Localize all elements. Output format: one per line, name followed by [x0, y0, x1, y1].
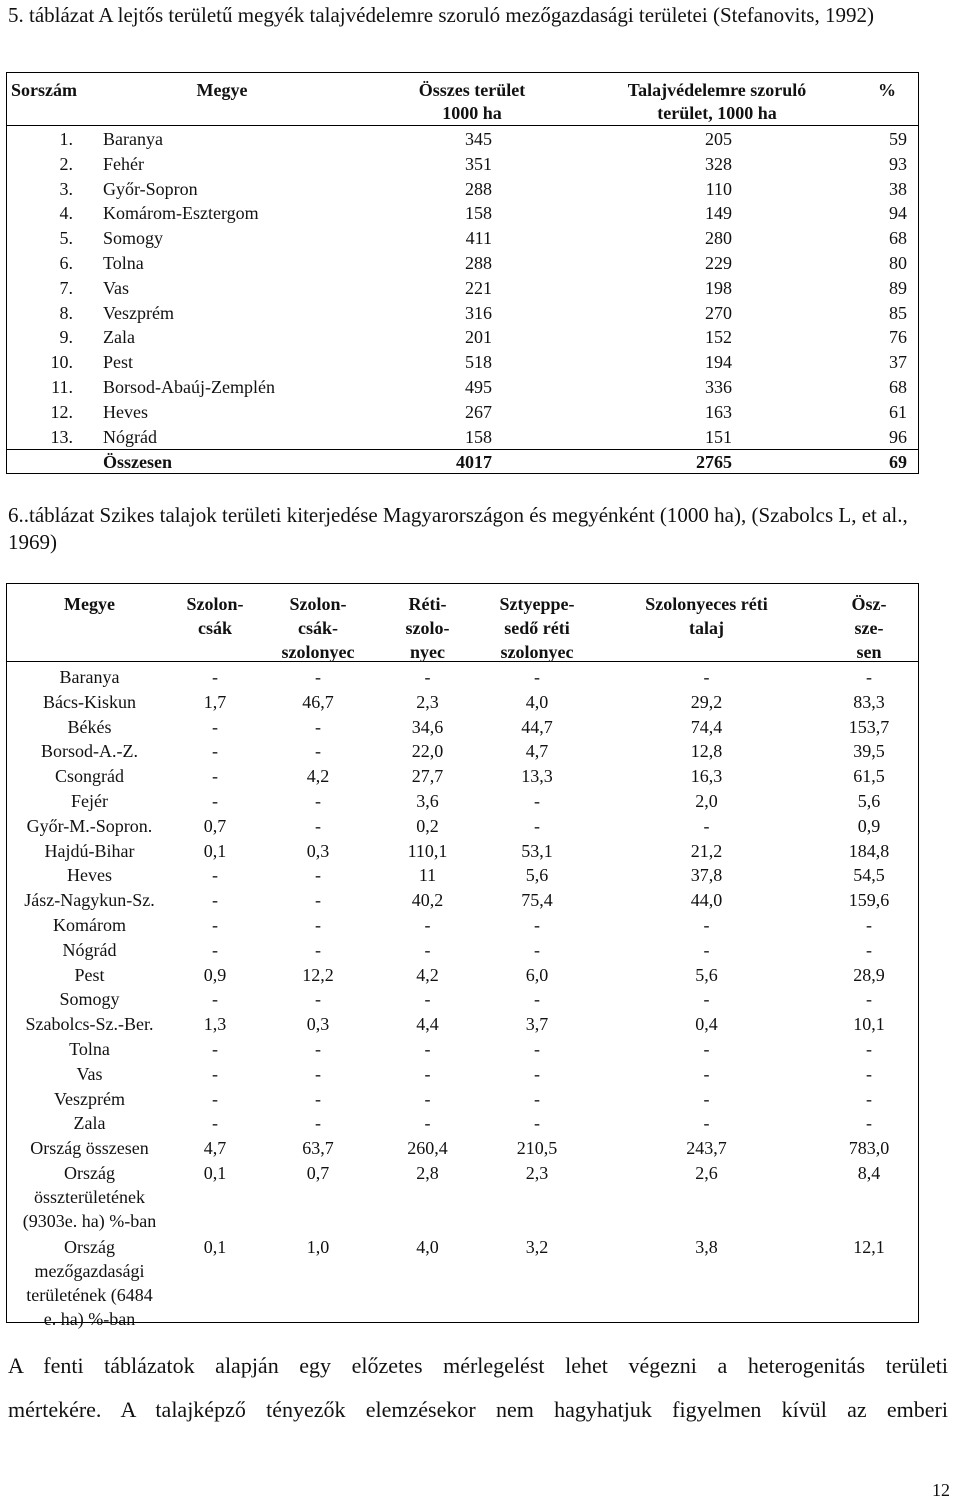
table-row: [7, 987, 918, 1011]
cell-protect: 328: [705, 153, 732, 174]
cell-county: Szabolcs-Sz.-Ber.: [25, 1014, 154, 1035]
cell-value: -: [212, 939, 218, 960]
cell-value: -: [866, 915, 872, 935]
cell-no: 10.: [50, 352, 73, 373]
table-row: [7, 764, 918, 788]
table2: [6, 583, 919, 1330]
cell-value: 110,1: [407, 840, 448, 861]
table-row: [7, 913, 918, 937]
cell-value: -: [534, 915, 540, 935]
cell-value: 0,9: [203, 964, 227, 985]
table-row: [7, 1235, 918, 1331]
cell-county: Somogy: [103, 228, 164, 249]
header-cell: Megye: [64, 594, 115, 614]
cell-county: Bács-Kiskun: [43, 691, 136, 712]
cell-county: Győr-M.-Sopron.: [26, 815, 153, 836]
cell-value: 12,8: [690, 741, 723, 762]
cell-county: Veszprém: [54, 1088, 125, 1109]
cell-value: -: [315, 890, 321, 911]
cell-value: 63,7: [302, 1138, 334, 1159]
cell-value: -: [534, 815, 540, 836]
table-row: [7, 963, 918, 987]
cell-value: 2,8: [416, 1163, 439, 1183]
cell-value: -: [212, 716, 218, 737]
cell-value: 3,2: [525, 1237, 549, 1258]
cell-value: 37,8: [690, 865, 723, 886]
header-cell: Szolon- csák: [186, 594, 244, 638]
header-protect: Talajvédelemre szoruló terület, 1000 ha: [627, 80, 807, 123]
table-row: [7, 690, 918, 714]
cell-value: 0,1: [203, 1163, 227, 1183]
cell-value: 53,1: [521, 840, 553, 861]
cell-no: 3.: [59, 178, 73, 199]
cell-value: -: [315, 1113, 321, 1134]
cell-value: -: [315, 1039, 321, 1059]
cell-value: 4,7: [525, 741, 549, 762]
cell-value: 2,3: [525, 1163, 549, 1183]
cell-value: -: [212, 1063, 218, 1084]
cell-value: 46,7: [302, 691, 334, 712]
cell-protect: 110: [705, 178, 732, 199]
cell-county: Csongrád: [55, 766, 124, 787]
cell-value: -: [703, 667, 710, 687]
cell-no: 11.: [51, 377, 73, 397]
cell-value: -: [212, 667, 218, 687]
cell-value: -: [866, 1039, 872, 1059]
cell-value: -: [424, 1088, 431, 1109]
cell-value: 0,1: [203, 1237, 227, 1258]
cell-no: 7.: [59, 277, 73, 298]
cell-value: -: [424, 667, 431, 687]
header-cell: Szolon- csák- szolonyec: [281, 594, 355, 662]
cell-pct: 85: [889, 302, 907, 323]
cell-value: 40,2: [411, 890, 444, 911]
cell-value: -: [315, 1063, 321, 1084]
cell-county: Zala: [103, 327, 135, 348]
cell-pct: 61: [889, 401, 907, 422]
cell-value: -: [703, 1039, 710, 1059]
table-row: [7, 863, 918, 887]
table-row: [7, 201, 918, 226]
table-row: [7, 226, 918, 251]
table-row: [7, 1111, 918, 1135]
cell-pct: 76: [889, 327, 907, 348]
cell-county: Veszprém: [103, 302, 174, 323]
table1: [6, 72, 919, 474]
paragraph-line-2: mértekére. A talajképző tényezők elemzésekor nem hagyhatjuk figyelmen kívül az emberi: [8, 1397, 948, 1422]
cell-county: Heves: [67, 865, 112, 886]
cell-value: 4,0: [525, 691, 549, 712]
cell-value: 12,1: [853, 1237, 885, 1258]
cell-value: -: [534, 667, 540, 687]
cell-area: 495: [465, 377, 492, 397]
cell-value: 75,4: [521, 890, 553, 911]
table1-header: [7, 73, 918, 126]
cell-value: -: [866, 1113, 872, 1134]
cell-value: -: [315, 1088, 321, 1109]
cell-value: -: [866, 1088, 872, 1109]
cell-value: 1,7: [203, 691, 227, 712]
cell-value: -: [212, 989, 218, 1010]
cell-value: 0,7: [203, 815, 227, 836]
cell-county: Borsod-A.-Z.: [41, 741, 138, 762]
cell-pct: 68: [889, 228, 907, 249]
cell-no: 13.: [50, 426, 73, 447]
cell-area: 288: [465, 178, 492, 199]
cell-value: -: [866, 1063, 872, 1084]
cell-value: 44,7: [521, 716, 553, 737]
cell-area: 158: [465, 426, 492, 447]
cell-area: 411: [465, 228, 492, 249]
cell-value: -: [212, 915, 218, 935]
cell-county: Pest: [103, 352, 134, 373]
cell-value: 5,6: [695, 964, 718, 985]
cell-value: -: [424, 1063, 431, 1084]
cell-protect: 205: [705, 129, 732, 149]
table-row: [7, 1161, 918, 1233]
cell-no: 9.: [59, 327, 73, 348]
table2-header: [7, 584, 918, 662]
cell-area: 288: [465, 253, 492, 273]
cell-value: -: [534, 939, 540, 960]
cell-value: 159,6: [848, 890, 890, 911]
cell-value: 27,7: [411, 766, 444, 787]
cell-value: 28,9: [853, 964, 885, 985]
cell-protect: 229: [705, 253, 732, 273]
cell-county: Borsod-Abaúj-Zemplén: [103, 377, 275, 397]
cell-value: 54,5: [853, 865, 885, 886]
total-area: 4017: [456, 452, 492, 472]
cell-pct: 59: [889, 129, 907, 149]
cell-value: -: [212, 791, 218, 811]
cell-protect: 152: [705, 327, 732, 348]
cell-value: 29,2: [690, 691, 723, 712]
table-row: [7, 814, 918, 838]
cell-county: Ország összesen: [30, 1138, 149, 1159]
table-row: [7, 1087, 918, 1111]
cell-area: 267: [465, 401, 492, 422]
cell-no: 8.: [59, 302, 73, 323]
cell-value: 783,0: [848, 1138, 890, 1159]
cell-protect: 149: [705, 203, 732, 224]
header-cell: Szolonyeces réti talaj: [645, 594, 768, 638]
cell-value: 5,6: [857, 791, 881, 811]
cell-protect: 280: [705, 228, 732, 249]
cell-value: 0,4: [695, 1014, 718, 1035]
cell-value: 13,3: [521, 766, 553, 787]
cell-value: 8,4: [857, 1163, 881, 1183]
cell-value: -: [212, 1039, 218, 1059]
table-row: [7, 325, 918, 350]
table-row: [7, 127, 918, 152]
cell-area: 316: [465, 302, 492, 323]
cell-pct: 89: [889, 277, 907, 298]
cell-value: -: [866, 989, 872, 1010]
cell-county: Győr-Sopron: [103, 178, 198, 199]
cell-value: 34,6: [411, 716, 444, 737]
table-row: [7, 789, 918, 813]
header-cell: Réti- szolo- nyec: [405, 594, 450, 662]
cell-value: -: [315, 989, 321, 1010]
table-row: [7, 739, 918, 763]
cell-value: 11: [418, 865, 437, 886]
cell-value: 260,4: [407, 1138, 448, 1159]
total-label: Összesen: [103, 452, 172, 472]
cell-pct: 94: [889, 203, 907, 224]
table-row: [7, 251, 918, 276]
cell-no: 12.: [50, 401, 73, 422]
cell-value: 2,0: [695, 791, 718, 811]
table-row: [7, 152, 918, 177]
cell-value: -: [424, 1113, 431, 1134]
cell-value: 243,7: [686, 1138, 727, 1159]
cell-protect: 151: [705, 426, 732, 447]
table-row: [7, 276, 918, 301]
cell-value: 153,7: [848, 716, 890, 737]
table-row: [7, 1136, 918, 1160]
total-pct: 69: [889, 452, 907, 472]
table2-caption: 6..táblázat Szikes talajok területi kiterjedése Magyarországon és megyénként (1000 ha), (Szabolcs L, et al., 1969): [8, 503, 908, 554]
cell-county: Ország összterületének (9303e. ha) %-ban: [22, 1163, 157, 1231]
cell-value: -: [424, 939, 431, 960]
cell-county: Komárom: [53, 915, 126, 935]
cell-value: -: [315, 741, 321, 762]
header-county: Megye: [196, 80, 248, 100]
cell-value: 39,5: [853, 741, 885, 762]
cell-county: Vas: [76, 1063, 103, 1084]
table-row: [7, 1037, 918, 1061]
cell-value: 83,3: [853, 691, 885, 712]
cell-pct: 96: [889, 426, 907, 447]
cell-value: -: [424, 1039, 431, 1059]
cell-value: -: [212, 865, 218, 886]
total-protect: 2765: [696, 452, 732, 472]
page-number: 12: [932, 1480, 950, 1500]
cell-county: Zala: [73, 1113, 106, 1134]
cell-no: 4.: [59, 203, 73, 224]
cell-area: 158: [465, 203, 492, 224]
cell-county: Vas: [103, 277, 129, 298]
cell-area: 351: [465, 153, 492, 174]
cell-value: -: [315, 791, 321, 811]
cell-value: -: [424, 989, 431, 1010]
cell-value: -: [703, 915, 710, 935]
cell-protect: 198: [705, 277, 732, 298]
cell-protect: 194: [705, 352, 732, 373]
cell-value: 3,8: [695, 1237, 718, 1258]
cell-county: Komárom-Esztergom: [103, 203, 259, 224]
cell-value: -: [866, 667, 872, 687]
cell-value: 12,2: [302, 964, 334, 985]
table-row: [7, 350, 918, 375]
table1-caption: 5. táblázat A lejtős területű megyék talajvédelemre szoruló mezőgazdasági területei (Stefanovits, 1992): [8, 3, 874, 27]
cell-value: 4,4: [416, 1014, 439, 1035]
cell-value: -: [315, 865, 321, 886]
cell-value: 3,6: [416, 791, 439, 811]
table-row: [7, 888, 918, 912]
cell-value: -: [212, 766, 218, 787]
header-area: Összes terület 1000 ha: [418, 80, 526, 123]
cell-value: 0,7: [306, 1163, 330, 1183]
cell-value: 16,3: [690, 766, 723, 787]
cell-pct: 68: [889, 377, 907, 397]
cell-area: 201: [465, 327, 492, 348]
cell-no: 6.: [59, 253, 73, 273]
cell-county: Fehér: [103, 153, 144, 174]
cell-value: 74,4: [690, 716, 723, 737]
cell-county: Tolna: [69, 1039, 110, 1059]
cell-value: 6,0: [525, 964, 549, 985]
cell-value: 4,0: [416, 1237, 439, 1258]
cell-value: 4,2: [416, 964, 439, 985]
cell-value: -: [703, 989, 710, 1010]
cell-value: 4,7: [203, 1138, 227, 1159]
cell-county: Tolna: [103, 253, 144, 273]
cell-value: -: [315, 939, 321, 960]
table-row: [7, 400, 918, 425]
cell-value: 210,5: [516, 1138, 558, 1159]
cell-area: 345: [465, 129, 492, 149]
cell-county: Jász-Nagykun-Sz.: [24, 890, 155, 911]
table-row: [7, 715, 918, 739]
cell-value: -: [703, 1088, 710, 1109]
cell-value: 1,0: [306, 1237, 330, 1258]
cell-value: -: [534, 989, 540, 1010]
table-row: [7, 839, 918, 863]
table1-total-row: [7, 449, 918, 475]
cell-value: -: [315, 815, 321, 836]
cell-value: -: [703, 939, 710, 960]
cell-value: 61,5: [853, 766, 885, 787]
cell-value: -: [212, 890, 218, 911]
cell-value: 10,1: [853, 1014, 885, 1035]
table-row: [7, 177, 918, 202]
cell-value: -: [315, 915, 321, 935]
cell-value: -: [212, 1113, 218, 1134]
cell-value: 2,6: [695, 1163, 718, 1183]
cell-county: Heves: [103, 401, 148, 422]
table-row: [7, 425, 918, 450]
cell-county: Ország mezőgazdasági területének (6484 e. ha) %-ban: [26, 1237, 153, 1330]
paragraph-line-1: A fenti táblázatok alapján egy előzetes mérlegelést lehet végezni a heterogenitás területi: [8, 1353, 948, 1378]
cell-value: 2,3: [416, 691, 439, 712]
cell-county: Fejér: [71, 791, 108, 811]
cell-value: 184,8: [848, 840, 890, 861]
cell-protect: 336: [705, 377, 732, 397]
table-row: [7, 375, 918, 400]
cell-value: -: [534, 1039, 540, 1059]
table-row: [7, 301, 918, 326]
cell-value: 4,2: [306, 766, 330, 787]
cell-value: -: [703, 815, 710, 836]
table-row: [7, 938, 918, 962]
cell-value: -: [534, 1113, 540, 1134]
cell-county: Baranya: [59, 667, 120, 687]
cell-value: -: [703, 1113, 710, 1134]
header-cell: Sztyeppe- sedő réti szolonyec: [499, 594, 575, 662]
cell-county: Somogy: [59, 989, 120, 1010]
cell-value: 0,3: [306, 840, 330, 861]
cell-value: -: [315, 716, 321, 737]
cell-value: -: [315, 667, 321, 687]
cell-value: -: [212, 1088, 218, 1109]
cell-pct: 37: [889, 352, 907, 373]
cell-value: -: [534, 791, 540, 811]
cell-value: -: [866, 939, 872, 960]
cell-value: -: [534, 1063, 540, 1084]
cell-county: Nógrád: [62, 939, 117, 960]
cell-area: 518: [465, 352, 492, 373]
cell-value: 1,3: [203, 1014, 227, 1035]
cell-county: Baranya: [103, 129, 163, 149]
cell-county: Békés: [67, 716, 112, 737]
cell-value: 5,6: [525, 865, 549, 886]
cell-value: 0,2: [416, 815, 439, 836]
cell-value: -: [424, 915, 431, 935]
cell-value: 22,0: [411, 741, 444, 762]
cell-value: -: [212, 741, 218, 762]
header-pct: %: [878, 80, 896, 100]
cell-value: 44,0: [690, 890, 723, 911]
cell-protect: 163: [705, 401, 732, 422]
cell-value: -: [703, 1063, 710, 1084]
header-cell: Ösz- sze- sen: [851, 594, 887, 662]
cell-value: 0,3: [306, 1014, 330, 1035]
table-row: [7, 1012, 918, 1036]
cell-value: -: [534, 1088, 540, 1109]
cell-no: 2.: [59, 153, 73, 174]
cell-county: Pest: [74, 964, 105, 985]
table-row: [7, 1062, 918, 1086]
cell-protect: 270: [705, 302, 732, 323]
cell-no: 5.: [59, 228, 73, 249]
cell-pct: 93: [889, 153, 907, 174]
cell-value: 21,2: [690, 840, 723, 861]
cell-no: 1.: [59, 129, 73, 149]
cell-county: Nógrád: [103, 426, 157, 447]
table-row: [7, 665, 918, 689]
cell-value: 0,9: [857, 815, 881, 836]
cell-pct: 38: [889, 178, 907, 199]
cell-county: Hajdú-Bihar: [44, 840, 135, 861]
cell-value: 0,1: [203, 840, 227, 861]
cell-area: 221: [465, 277, 492, 298]
cell-pct: 80: [889, 253, 907, 273]
cell-value: 3,7: [525, 1014, 549, 1035]
header-no: Sorszám: [11, 80, 77, 100]
